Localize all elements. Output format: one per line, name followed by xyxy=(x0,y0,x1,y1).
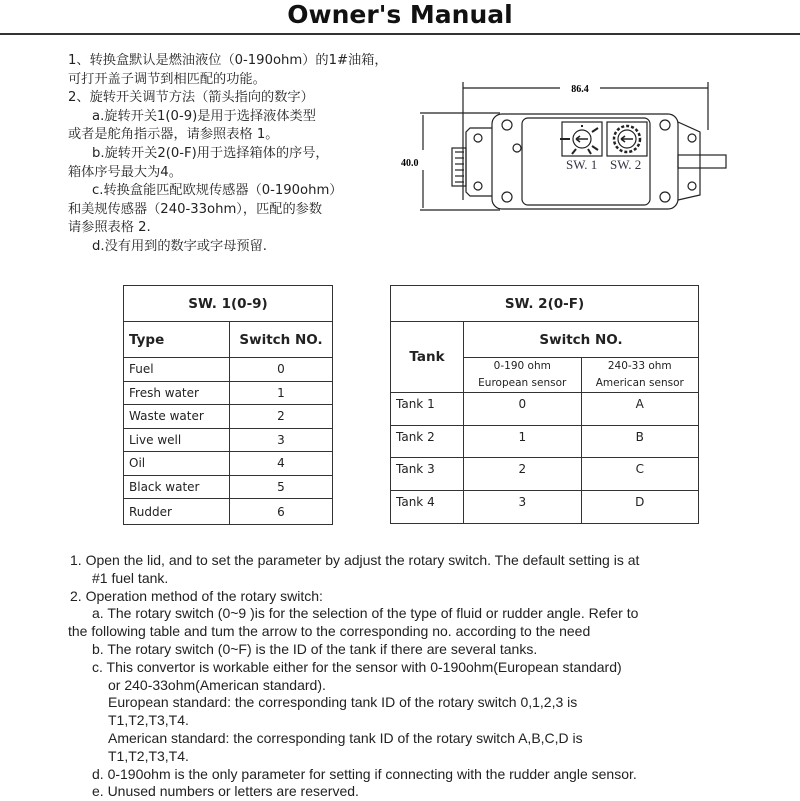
cn-line: a.旋转开关1(0-9)是用于选择液体类型 xyxy=(92,108,316,124)
cn-line: d.没有用到的数字或字母预留. xyxy=(92,238,268,254)
switch-cell: 3 xyxy=(230,428,333,452)
switch-cell: 4 xyxy=(230,452,333,476)
en-line: the following table and tum the arrow to the corresponding no. according to the need xyxy=(68,623,591,640)
height-dimension: 40.0 xyxy=(401,158,419,169)
width-dimension: 86.4 xyxy=(571,84,589,95)
cn-line: 和美规传感器（240-33ohm），匹配的参数 xyxy=(68,201,323,217)
cn-line: 或者是舵角指示器，请参照表格 1。 xyxy=(68,127,279,143)
column-header: Type xyxy=(124,322,230,358)
table-row xyxy=(124,452,333,476)
type-cell: Black water xyxy=(124,475,230,499)
sub-header: European sensor xyxy=(478,377,567,389)
chinese-instructions xyxy=(68,52,388,257)
euro-cell: 0 xyxy=(464,393,582,426)
en-line: T1,T2,T3,T4. xyxy=(108,747,189,764)
table-row xyxy=(391,458,699,491)
euro-cell: 1 xyxy=(464,425,582,458)
switch-cell: 6 xyxy=(230,499,333,525)
euro-cell: 2 xyxy=(464,458,582,491)
cn-line: 2、旋转开关调节方法（箭头指向的数字） xyxy=(68,90,314,106)
table-title: SW. 1(0-9) xyxy=(124,286,333,322)
english-instructions xyxy=(70,552,639,801)
sub-header: American sensor xyxy=(595,377,684,389)
table-row xyxy=(124,358,333,382)
table-row xyxy=(124,381,333,405)
tank-cell: Tank 3 xyxy=(391,458,464,491)
type-cell: Oil xyxy=(124,452,230,476)
type-cell: Fuel xyxy=(124,358,230,382)
euro-cell: 3 xyxy=(464,490,582,523)
tank-header: Tank xyxy=(391,322,464,393)
switch-cell: 0 xyxy=(230,358,333,382)
column-header: Switch NO. xyxy=(230,322,333,358)
cn-line: b.旋转开关2(0-F)用于选择箱体的序号， xyxy=(92,145,329,161)
cn-line: 可打开盖子调节到相匹配的功能。 xyxy=(68,71,266,87)
en-line: T1,T2,T3,T4. xyxy=(108,712,189,729)
en-line: e. Unused numbers or letters are reserved. xyxy=(92,783,359,800)
sw1-table xyxy=(123,285,333,525)
type-cell: Rudder xyxy=(124,499,230,525)
table-row xyxy=(391,393,699,426)
switch-cell: 1 xyxy=(230,381,333,405)
cn-line: 1、转换盒默认是燃油液位（0-190ohm）的1#油箱， xyxy=(68,53,388,68)
cn-line: 请参照表格 2. xyxy=(68,220,151,236)
en-line: 1. Open the lid, and to set the parameter by adjust the rotary switch. The default setting is at xyxy=(70,552,640,568)
tank-cell: Tank 4 xyxy=(391,490,464,523)
sw1-label: SW. 1 xyxy=(566,157,598,172)
tank-cell: Tank 2 xyxy=(391,425,464,458)
sw2-label: SW. 2 xyxy=(610,157,642,172)
type-cell: Fresh water xyxy=(124,381,230,405)
table-row xyxy=(124,405,333,429)
switch-cell: 5 xyxy=(230,475,333,499)
table-row xyxy=(391,490,699,523)
american-cell: D xyxy=(581,490,698,523)
sw2-table xyxy=(390,285,699,524)
american-cell: A xyxy=(581,393,698,426)
cn-line: 箱体序号最大为4。 xyxy=(68,164,182,180)
american-cell: C xyxy=(581,458,698,491)
en-line: 2. Operation method of the rotary switch: xyxy=(70,587,323,604)
type-cell: Live well xyxy=(124,428,230,452)
en-line: c. This convertor is workable either for the sensor with 0-190ohm(European standard) xyxy=(92,658,622,675)
en-line: b. The rotary switch (0~F) is the ID of the tank if there are several tanks. xyxy=(92,640,538,657)
switch-header: Switch NO. xyxy=(464,322,699,358)
table-row xyxy=(391,425,699,458)
switch-cell: 2 xyxy=(230,405,333,429)
cn-line: c.转换盒能匹配欧规传感器（0-190ohm） xyxy=(92,183,343,199)
title-divider xyxy=(0,33,800,35)
en-line: a. The rotary switch (0~9 )is for the selection of the type of fluid or rudder angle. Refer to xyxy=(92,605,639,622)
sub-header: 0-190 ohm xyxy=(493,360,551,372)
american-cell: B xyxy=(581,425,698,458)
device-diagram xyxy=(400,70,760,220)
table-title: SW. 2(0-F) xyxy=(391,286,699,322)
sub-header: 240-33 ohm xyxy=(607,360,672,372)
table-row xyxy=(124,475,333,499)
en-line: #1 fuel tank. xyxy=(92,569,169,586)
page-title: Owner's Manual xyxy=(287,0,513,29)
tank-cell: Tank 1 xyxy=(391,393,464,426)
en-line: European standard: the corresponding tank ID of the rotary switch 0,1,2,3 is xyxy=(108,694,578,711)
en-line: American standard: the corresponding tank ID of the rotary switch A,B,C,D is xyxy=(108,729,583,746)
table-row xyxy=(124,428,333,452)
en-line: or 240-33ohm(American standard). xyxy=(108,676,326,693)
type-cell: Waste water xyxy=(124,405,230,429)
en-line: d. 0-190ohm is the only parameter for setting if connecting with the rudder angle sensor. xyxy=(92,765,637,782)
table-row xyxy=(124,499,333,525)
